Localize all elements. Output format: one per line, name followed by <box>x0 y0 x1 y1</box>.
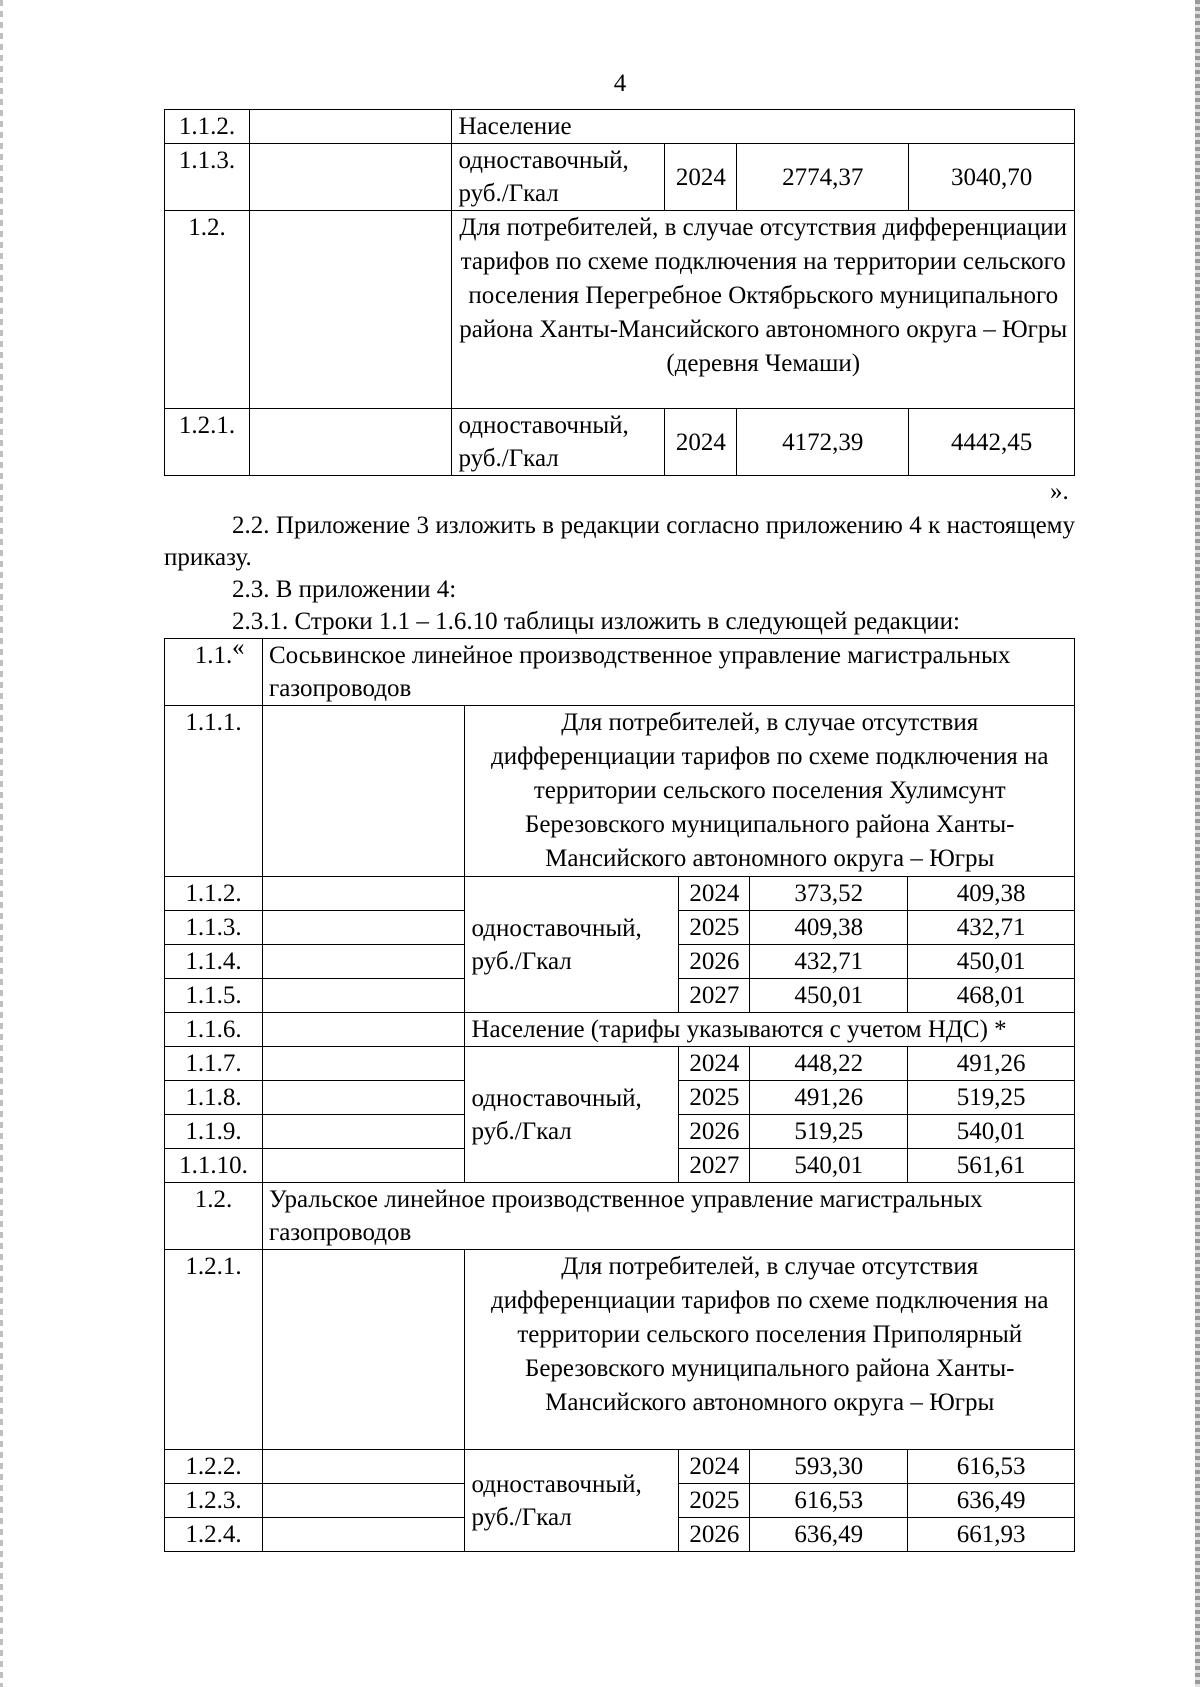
consumer-description: Для потребителей, в случае отсутствия дифференциации тарифов по схеме подключения на территории сельского поселения Перегребное Октябрьского муниципального района Ханты-Мансийского автономного округа – Югры (деревня Чемаши) <box>452 211 1075 409</box>
table-row <box>165 1450 1075 1484</box>
tariff-table-2 <box>164 638 1075 1552</box>
row-number: 1.2.1. <box>165 409 250 476</box>
table-row <box>165 1250 1075 1450</box>
table-row <box>165 639 1075 706</box>
row-number: 1.1.4. <box>165 945 263 979</box>
opening-quote: « <box>232 634 245 661</box>
row-number: 1.1.3. <box>165 144 250 211</box>
table-row <box>165 211 1075 409</box>
year-cell: 2026 <box>679 1115 750 1149</box>
paragraph-2-3-1: 2.3.1. Строки 1.1 – 1.6.10 таблицы изложить в следующей редакции: <box>232 608 960 635</box>
value-cell: 432,71 <box>750 945 908 979</box>
year-cell: 2026 <box>679 1518 750 1552</box>
row-number: 1.1.5. <box>165 979 263 1013</box>
year-cell: 2026 <box>679 945 750 979</box>
value-cell: 468,01 <box>908 979 1075 1013</box>
table-row <box>165 1183 1075 1250</box>
table-row <box>165 1013 1075 1047</box>
year-cell: 2027 <box>679 1149 750 1183</box>
value-cell: 593,30 <box>750 1450 908 1484</box>
value-cell: 519,25 <box>908 1081 1075 1115</box>
value-cell: 409,38 <box>908 877 1075 911</box>
row-number: 1.1.2. <box>165 877 263 911</box>
tariff-type: одноставочный, руб./Гкал <box>465 1450 679 1552</box>
value-cell: 448,22 <box>750 1047 908 1081</box>
row-number: 1.2. <box>165 1183 263 1250</box>
table-row <box>165 144 1075 211</box>
value-cell: 636,49 <box>750 1518 908 1552</box>
year-cell: 2025 <box>679 911 750 945</box>
value-cell: 540,01 <box>750 1149 908 1183</box>
category-label: Население <box>452 110 1075 144</box>
year-cell: 2024 <box>679 877 750 911</box>
value-cell: 2774,37 <box>737 144 909 211</box>
value-cell: 4442,45 <box>909 409 1075 476</box>
value-cell: 661,93 <box>908 1518 1075 1552</box>
row-number: 1.1.3. <box>165 911 263 945</box>
paragraph-2-3: 2.3. В приложении 4: <box>232 576 457 603</box>
row-number: 1.1.9. <box>165 1115 263 1149</box>
scan-edge-right <box>1195 0 1200 1687</box>
value-cell: 373,52 <box>750 877 908 911</box>
row-number: 1.2.4. <box>165 1518 263 1552</box>
table-row <box>165 877 1075 911</box>
category-label: Население (тарифы указываются с учетом НДС) * <box>465 1013 1075 1047</box>
value-cell: 561,61 <box>908 1149 1075 1183</box>
row-number: 1.1.10. <box>165 1149 263 1183</box>
table-row <box>165 706 1075 877</box>
year-cell: 2025 <box>679 1484 750 1518</box>
value-cell: 3040,70 <box>909 144 1075 211</box>
value-cell: 616,53 <box>750 1484 908 1518</box>
page-number: 4 <box>613 70 627 97</box>
organization-name: Уральское линейное производственное управление магистральных газопроводов <box>262 1183 1074 1250</box>
tariff-type: одноставочный, руб./Гкал <box>452 144 665 211</box>
value-cell: 519,25 <box>750 1115 908 1149</box>
row-number: 1.2.2. <box>165 1450 263 1484</box>
value-cell: 616,53 <box>908 1450 1075 1484</box>
table-row <box>165 110 1075 144</box>
organization-name: Сосьвинское линейное производственное управление магистральных газопроводов <box>262 639 1074 706</box>
year-cell: 2025 <box>679 1081 750 1115</box>
tariff-type: одноставочный, руб./Гкал <box>465 877 679 1013</box>
row-number: 1.2. <box>165 211 250 409</box>
value-cell: 636,49 <box>908 1484 1075 1518</box>
year-cell: 2024 <box>679 1047 750 1081</box>
row-number: 1.2.1. <box>165 1250 263 1450</box>
row-number: 1.1. <box>165 639 263 706</box>
tariff-type: одноставочный, руб./Гкал <box>452 409 665 476</box>
row-number: 1.1.7. <box>165 1047 263 1081</box>
value-cell: 4172,39 <box>737 409 909 476</box>
year-cell: 2024 <box>665 409 737 476</box>
value-cell: 432,71 <box>908 911 1075 945</box>
row-number: 1.1.8. <box>165 1081 263 1115</box>
value-cell: 450,01 <box>908 945 1075 979</box>
value-cell: 409,38 <box>750 911 908 945</box>
scan-edge-left <box>0 0 3 1687</box>
table-row <box>165 1047 1075 1081</box>
closing-quote: ». <box>1050 478 1069 505</box>
year-cell: 2024 <box>679 1450 750 1484</box>
table-row <box>165 409 1075 476</box>
consumer-description: Для потребителей, в случае отсутствия дифференциации тарифов по схеме подключения на территории сельского поселения Хулимсунт Березовского муниципального района Ханты-Мансийского автономного округа – Югры <box>465 706 1075 877</box>
consumer-description: Для потребителей, в случае отсутствия дифференциации тарифов по схеме подключения на территории сельского поселения Приполярный Березовского муниципального района Ханты-Мансийского автономного округа – Югры <box>465 1250 1075 1450</box>
value-cell: 540,01 <box>908 1115 1075 1149</box>
year-cell: 2027 <box>679 979 750 1013</box>
value-cell: 450,01 <box>750 979 908 1013</box>
row-number: 1.1.6. <box>165 1013 263 1047</box>
tariff-type: одноставочный, руб./Гкал <box>465 1047 679 1183</box>
tariff-table-1 <box>164 109 1075 476</box>
value-cell: 491,26 <box>908 1047 1075 1081</box>
row-number: 1.2.3. <box>165 1484 263 1518</box>
paragraph-2-2: 2.2. Приложение 3 изложить в редакции согласно приложению 4 к настоящему приказу. <box>164 512 1075 571</box>
year-cell: 2024 <box>665 144 737 211</box>
value-cell: 491,26 <box>750 1081 908 1115</box>
row-number: 1.1.1. <box>165 706 263 877</box>
row-number: 1.1.2. <box>165 110 250 144</box>
